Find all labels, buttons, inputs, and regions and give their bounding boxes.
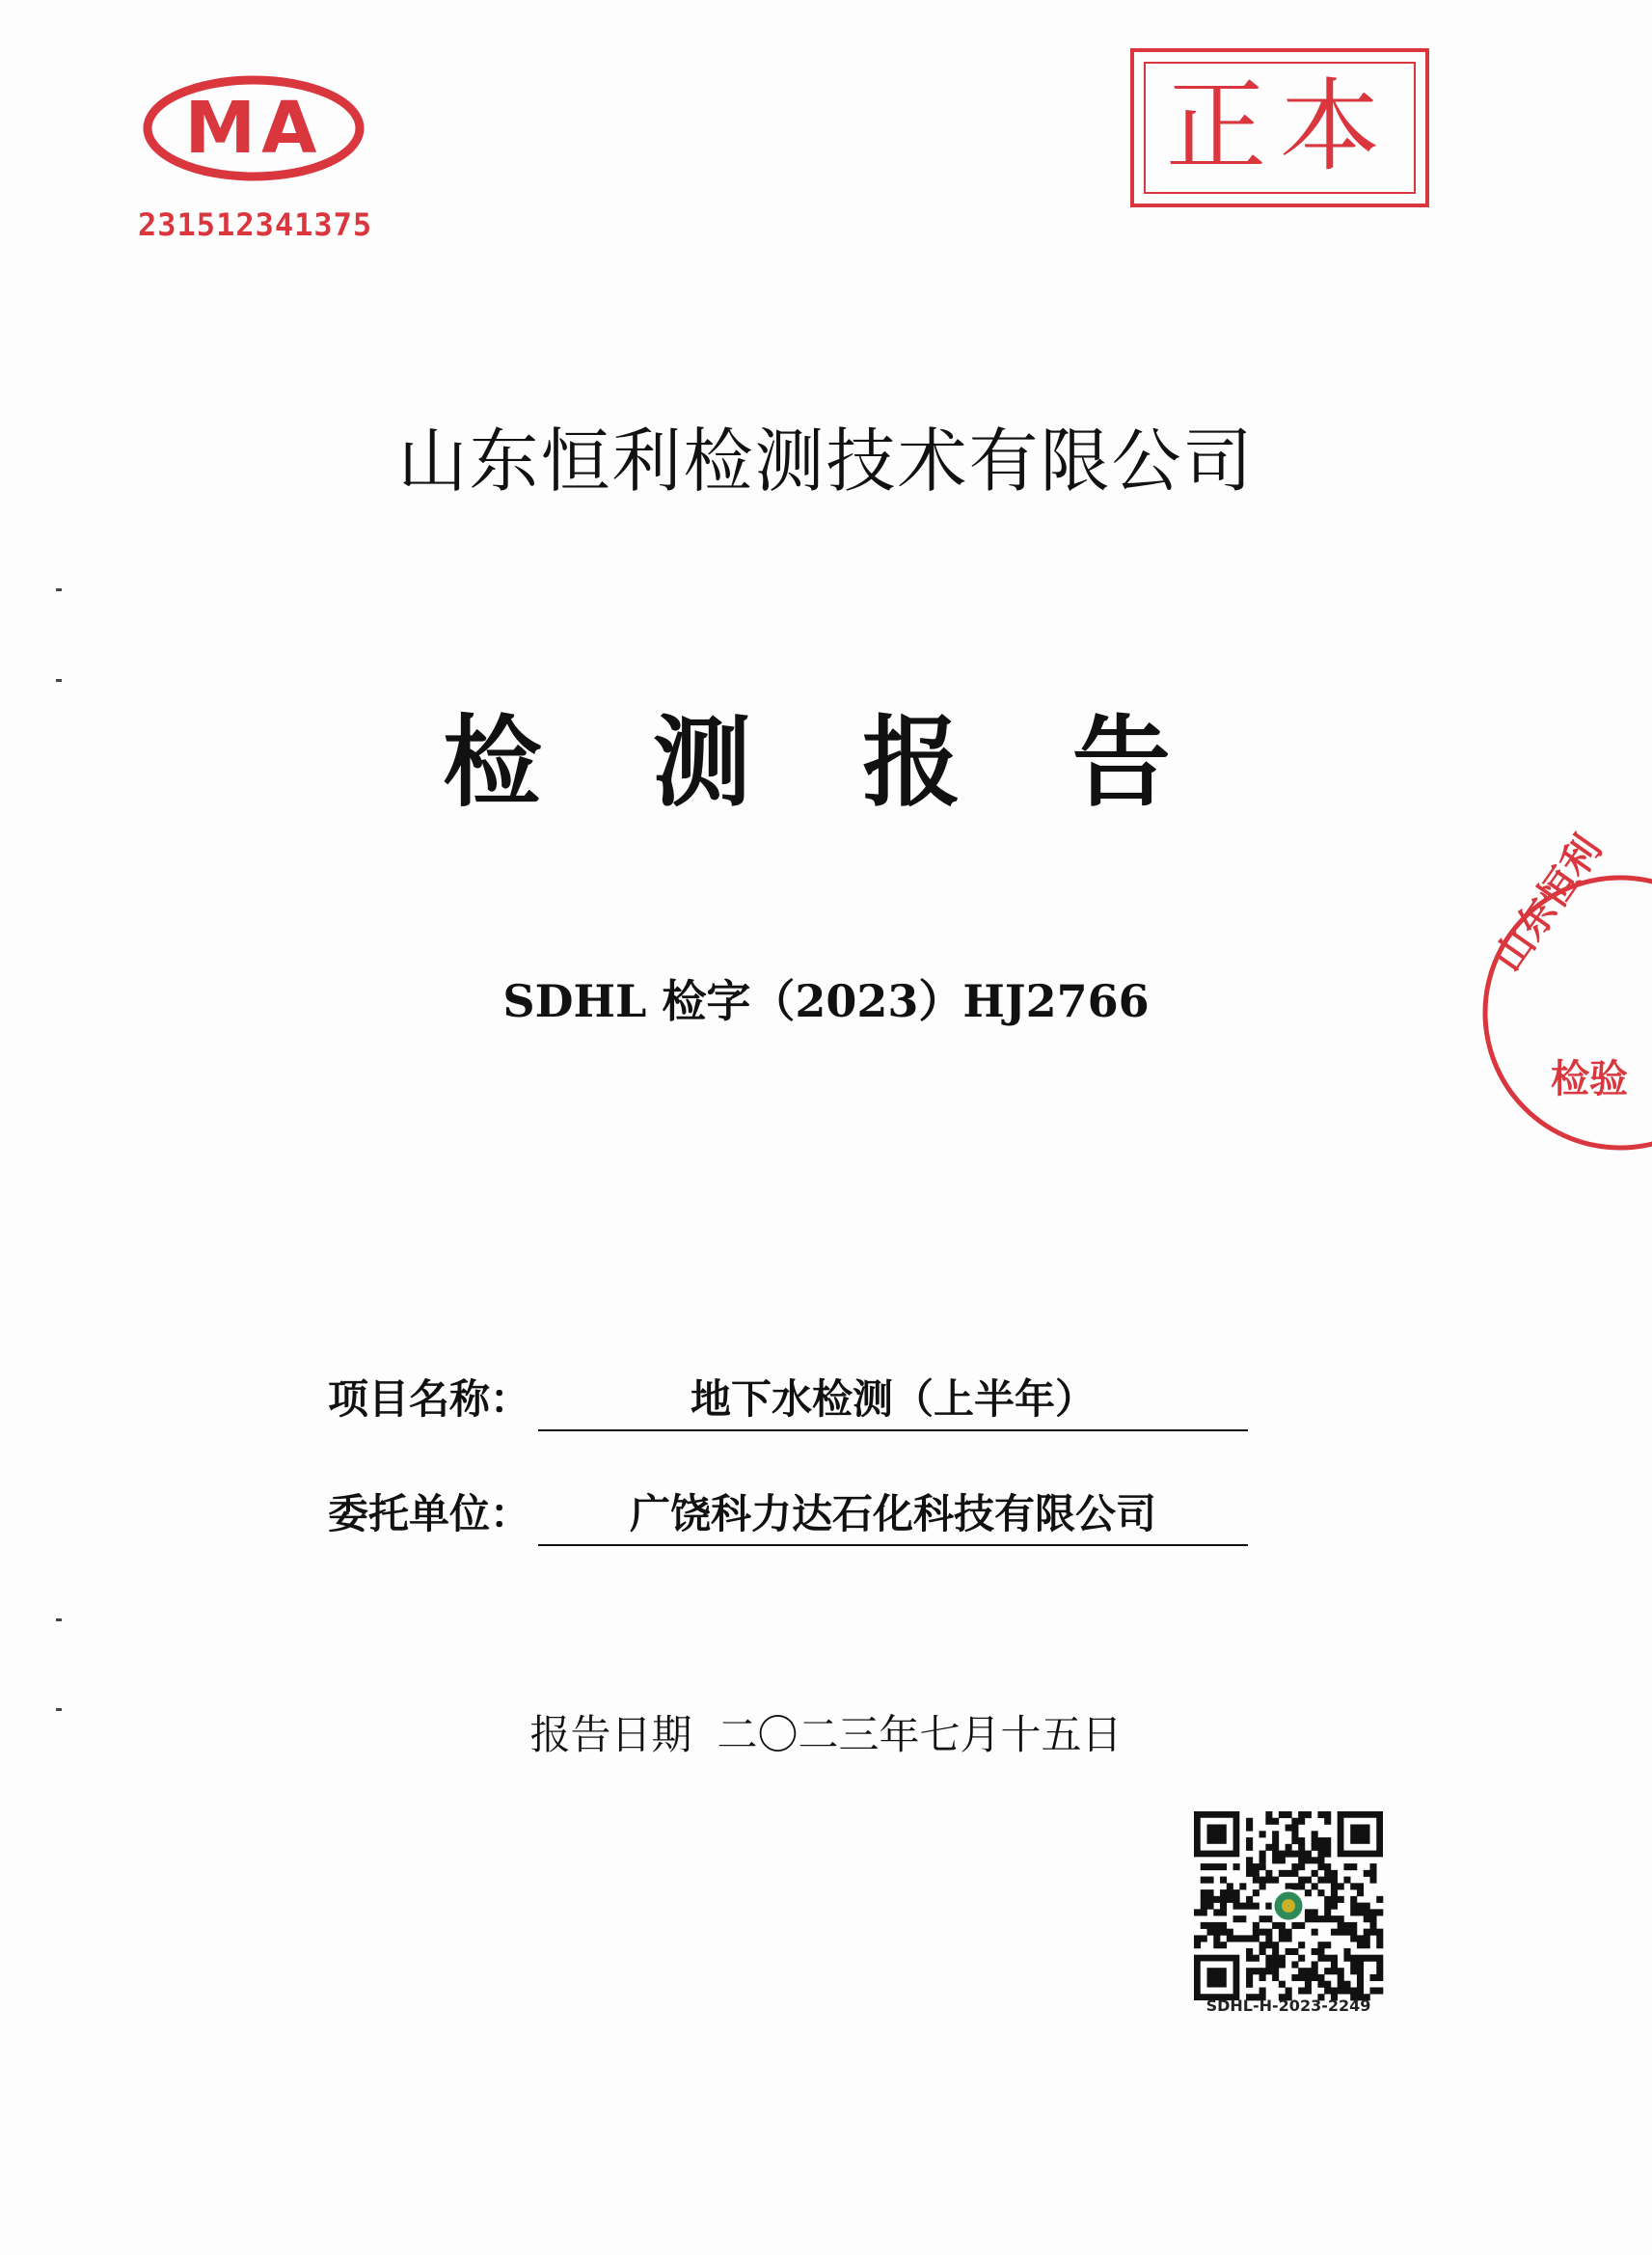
ma-seal-number: 231512341375 — [138, 206, 373, 243]
original-copy-stamp-text: 正本 — [1165, 68, 1394, 185]
project-name-row — [328, 1368, 1254, 1435]
edge-mark — [56, 588, 62, 591]
project-name-underline — [538, 1368, 1248, 1431]
report-date-label: 报告日期 — [529, 1711, 692, 1758]
report-date-value: 二〇二三年七月十五日 — [717, 1711, 1123, 1758]
company-seal-bottom-text: 检验 — [1551, 1057, 1628, 1101]
company-seal-text: 山东恒利 — [1485, 828, 1611, 980]
ma-seal — [143, 75, 365, 181]
report-date — [0, 1703, 1652, 1761]
edge-mark — [56, 679, 62, 682]
report-title: 检 测 报 告 — [443, 706, 1209, 821]
edge-mark — [56, 1618, 62, 1621]
ma-seal-letters: MA — [184, 87, 323, 170]
report-number: SDHL 检字（2023）HJ2766 — [502, 975, 1150, 1027]
qr-caption: SDHL-H-2023-2249 — [1205, 1997, 1371, 2015]
project-name-label: 项目名称： — [328, 1375, 531, 1423]
client-row — [328, 1482, 1254, 1550]
client-value: 广饶科力达石化科技有限公司 — [629, 1490, 1156, 1537]
company-name: 山东恒利检测技术有限公司 — [397, 421, 1255, 502]
client-underline — [538, 1482, 1248, 1546]
project-name-value: 地下水检测（上半年） — [690, 1375, 1096, 1423]
client-label: 委托单位： — [328, 1490, 531, 1537]
original-copy-stamp — [1130, 48, 1429, 207]
qr-code — [1194, 1811, 1383, 2000]
